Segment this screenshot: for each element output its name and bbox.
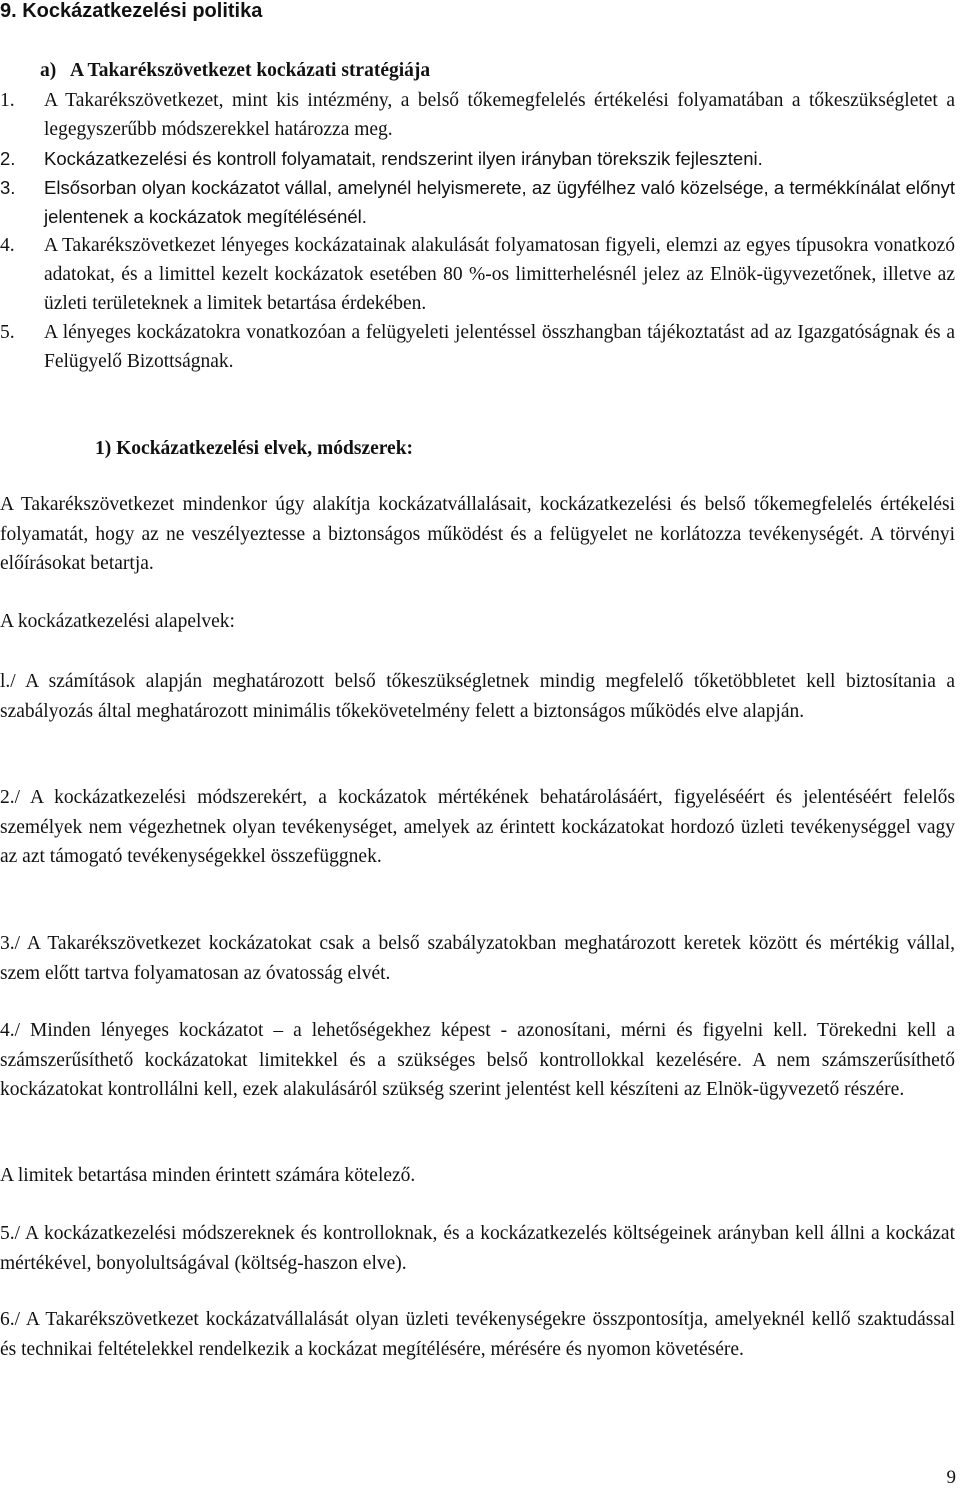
principle-3: 3./ A Takarékszövetkezet kockázatokat csak a belső szabályzatokban meghatározott keretek között és mértékig vállal, szem előtt tartva folyamatosan az óvatosság elvét. [0, 933, 955, 984]
list-item [0, 318, 955, 376]
section-title: 9. Kockázatkezelési politika [0, 0, 263, 22]
list-item-number: 2. [0, 148, 16, 169]
list-item-text: A Takarékszövetkezet, mint kis intézmény, a belső tőkemegfelelés értékelési folyamatában a tőkeszükségletet a legegyszerűbb módszerekkel határozza meg. [44, 90, 955, 140]
principles-heading: 1) Kockázatkezelési elvek, módszerek: [95, 438, 414, 459]
principles-subheading: A kockázatkezelési alapelvek: [0, 611, 235, 632]
list-item-text: Elsősorban olyan kockázatot vállal, amelynél helyismerete, az ügyfélhez való közelsége, a termékkínálat előnyt jelentenek a kockázatok megítélésénél. [44, 177, 955, 227]
list-item-text: Kockázatkezelési és kontroll folyamatait, rendszerint ilyen irányban törekszik fejleszteni. [44, 148, 763, 169]
list-item [0, 231, 955, 318]
strategy-title-text: A Takarékszövetkezet kockázati stratégiája [70, 60, 431, 81]
principle-4: 4./ Minden lényeges kockázatot – a lehetőségekhez képest - azonosítani, mérni és figyelni kell. Törekedni kell a számszerűsíthető kockázatokat limitekkel és a szükséges belső kontrollokkal kezelésére. A nem számszerűsíthető kockázatokat kontrollálni kell, ezek alakulásáról szükség szerint jelentést kell készíteni az Elnök-ügyvezető részére. [0, 1020, 955, 1100]
strategy-list [0, 86, 955, 376]
principle-2: 2./ A kockázatkezelési módszerekért, a kockázatok mértékének behatárolásáért, figyeléséért és jelentéséért felelős személyek nem végezhetnek olyan tevékenységet, amelyek az érintett kockázatokat hordozó üzleti tevékenységgel vagy az azt támogató tevékenységekkel összefüggnek. [0, 787, 955, 867]
list-item-number: 5. [0, 322, 15, 343]
list-item-number: 4. [0, 235, 15, 256]
list-item [0, 86, 955, 144]
principle-5: 5./ A kockázatkezelési módszereknek és kontrolloknak, és a kockázatkezelés költségeinek arányban kell állni a kockázat mértékével, bonyolultságával (költség-haszon elve). [0, 1223, 955, 1274]
strategy-marker: a) [40, 60, 57, 81]
page-number: 9 [946, 1467, 956, 1488]
principle-1: l./ A számítások alapján meghatározott belső tőkeszükségletnek mindig megfelelő tőketöbbletet kell biztosítania a szabályozás által meghatározott minimális tőkekövetelmény felett a biztonságos működés elve alapján. [0, 671, 955, 722]
strategy-title [40, 58, 430, 84]
list-item [0, 144, 955, 173]
limits-statement: A limitek betartása minden érintett számára kötelező. [0, 1165, 416, 1186]
principles-intro: A Takarékszövetkezet mindenkor úgy alakítja kockázatvállalásait, kockázatkezelési és belső tőkemegfelelés értékelési folyamatát, hogy az ne veszélyeztesse a biztonságos működést és a felügyelet ne korlátozza tevékenységét. A törvényi előírásokat betartja. [0, 494, 955, 574]
list-item-number: 3. [0, 177, 16, 198]
principle-6: 6./ A Takarékszövetkezet kockázatvállalását olyan üzleti tevékenységekre összpontosítja, amelyeknél kellő szaktudással és technikai feltételekkel rendelkezik a kockázat megítélésére, mérésére és nyomon követésére. [0, 1309, 955, 1360]
list-item [0, 173, 955, 231]
list-item-text: A lényeges kockázatokra vonatkozóan a felügyeleti jelentéssel összhangban tájékoztatást ad az Igazgatóságnak és a Felügyelő Bizottságnak. [44, 322, 955, 372]
list-item-number: 1. [0, 90, 15, 111]
list-item-text: A Takarékszövetkezet lényeges kockázatainak alakulását folyamatosan figyeli, elemzi az egyes típusokra vonatkozó adatokat, és a limittel kezelt kockázatok esetében 80 %-os limitterhelésnél jelez az Elnök-ügyvezetőnek, illetve az üzleti területeknek a limitek betartása érdekében. [44, 235, 955, 314]
